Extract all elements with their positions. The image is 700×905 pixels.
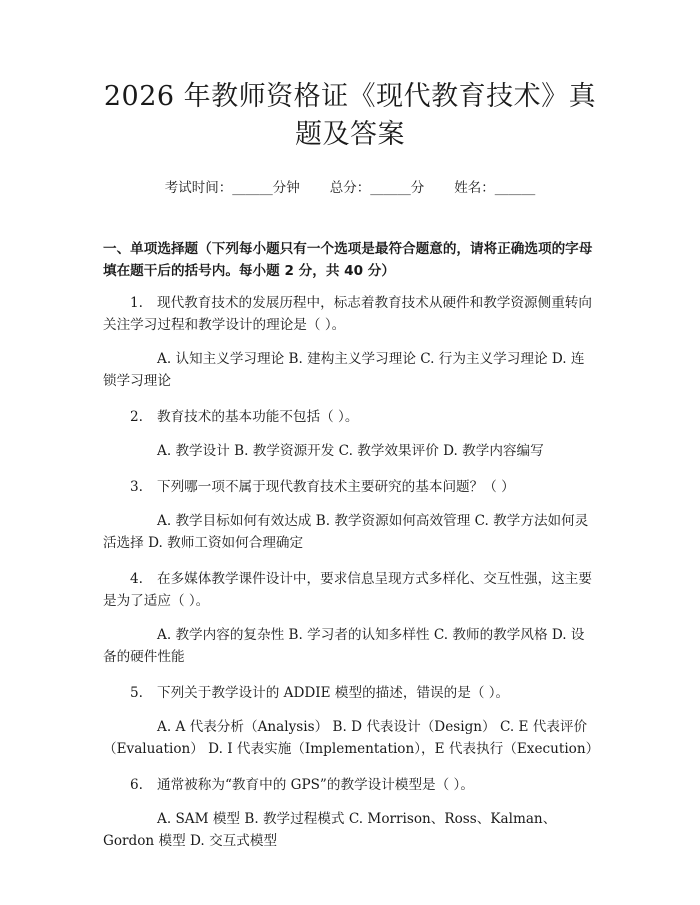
question-options: A. 教学设计 B. 教学资源开发 C. 教学效果评价 D. 教学内容编写 [157,443,544,459]
name-label: 姓名：______ [454,180,536,196]
exam-time-label: 考试时间：______分钟 [164,180,300,196]
question-stem [103,406,597,428]
question-text: 在多媒体教学课件设计中，要求信息呈现方式多样化、交互性强，这主要是为了适应（ ）。 [103,571,592,609]
question-text: 下列关于教学设计的 ADDIE 模型的描述，错误的是（ ）。 [157,685,510,701]
question-stem [103,292,597,336]
question-options: A. 教学内容的复杂性 B. 学习者的认知多样性 C. 教师的教学风格 D. 设备的硬件性能 [103,627,585,665]
question-number: 2. [130,409,143,425]
question-number: 6. [130,777,143,793]
section-heading: 一、单项选择题（下列每小题只有一个选项是最符合题意的，请将正确选项的字母填在题干后的括号内。每小题 2 分，共 40 分） [103,241,593,279]
question-stem [103,682,597,704]
question-number: 4. [130,571,143,587]
question-options: A. 认知主义学习理论 B. 建构主义学习理论 C. 行为主义学习理论 D. 连锁学习理论 [103,351,585,389]
question-text: 下列哪一项不属于现代教育技术主要研究的基本问题？（ ） [157,479,515,495]
question-text: 教育技术的基本功能不包括（ ）。 [157,409,359,425]
question-options: A. 教学目标如何有效达成 B. 教学资源如何高效管理 C. 教学方法如何灵活选择 D. 教师工资如何合理确定 [103,513,589,551]
question-number: 5. [130,685,143,701]
question-number: 1. [130,295,143,311]
question-text: 通常被称为“教育中的 GPS”的教学设计模型是（ ）。 [157,777,474,793]
question-options: A. SAM 模型 B. 教学过程模式 C. Morrison、Ross、Kalman、Gordon 模型 D. 交互式模型 [103,811,557,849]
question-stem [103,476,597,498]
question-stem [103,774,597,796]
question-stem [103,568,597,612]
total-score-label: 总分：______分 [329,180,425,196]
question-number: 3. [130,479,143,495]
question-options: A. A 代表分析（Analysis） B. D 代表设计（Design） C. E 代表评价（Evaluation） D. I 代表实施（Implementation），E 代表执行（Execution） [103,719,600,757]
question-text: 现代教育技术的发展历程中，标志着教育技术从硬件和教学资源侧重转向关注学习过程和教学设计的理论是（ ）。 [103,295,592,333]
exam-meta [103,178,597,198]
document-title: 2026 年教师资格证《现代教育技术》真题及答案 [103,81,597,150]
